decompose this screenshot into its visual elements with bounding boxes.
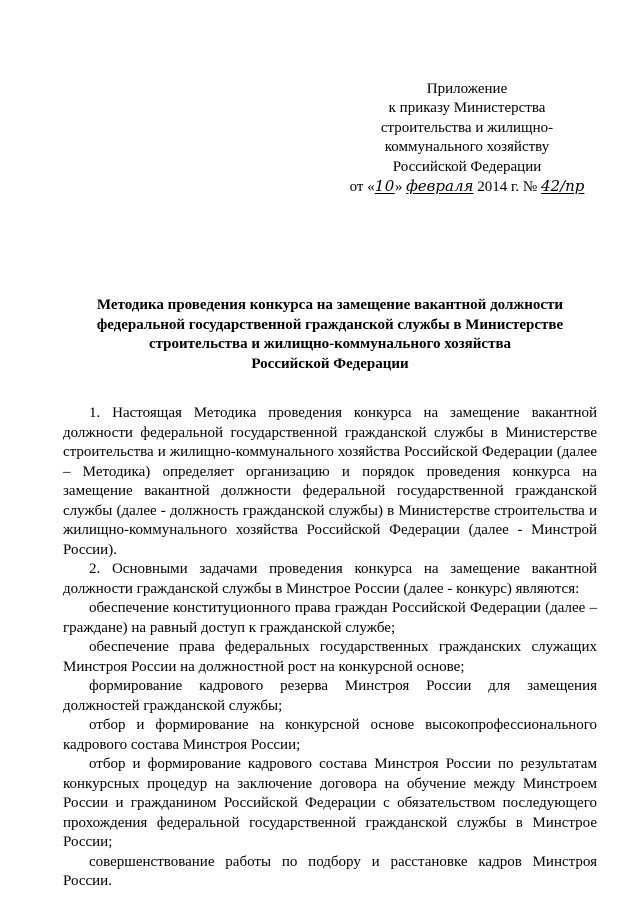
title-line: строительства и жилищно-коммунального хозяйства xyxy=(148,336,512,352)
appendix-line: к приказу Министерства xyxy=(388,100,546,117)
title-line: федеральной государственной гражданской службы в Министерстве xyxy=(96,316,564,333)
date-year: 2014 г. № xyxy=(473,179,541,196)
paragraph: обеспечение права федеральных государственных гражданских служащих Минстроя России на должностной рост на конкурсной основе; xyxy=(63,639,597,675)
appendix-line: коммунального хозяйству xyxy=(384,139,550,156)
paragraph: 2. Основными задачами проведения конкурса на замещение вакантной должности гражданской службы в Минстрое России (далее - конкурс) являются: xyxy=(63,561,597,597)
paragraph: отбор и формирование на конкурсной основе высокопрофессионального кадрового состава Минстроя России; xyxy=(63,717,597,753)
appendix-line: строительства и жилищно- xyxy=(380,119,554,136)
paragraph: совершенствование работы по подбору и расстановке кадров Минстроя России. xyxy=(63,853,597,889)
paragraph: обеспечение конституционного права граждан Российской Федерации (далее – граждане) на равный доступ к гражданской службе; xyxy=(63,600,597,636)
date-separator: » xyxy=(394,179,403,196)
document-title xyxy=(60,296,600,374)
date-prefix: от « xyxy=(349,179,375,196)
appendix-header xyxy=(330,80,604,197)
appendix-line: Приложение xyxy=(426,81,508,97)
handwritten-order-number: 42/пр xyxy=(540,177,585,196)
title-line: Российской Федерации xyxy=(251,355,409,372)
handwritten-month: февраля xyxy=(406,177,474,196)
title-line: Методика проведения конкурса на замещение вакантной должности xyxy=(96,297,564,313)
order-date-line xyxy=(330,177,604,197)
paragraph: формирование кадрового резерва Минстроя России для замещения должностей гражданской службы; xyxy=(63,678,597,714)
paragraph: 1. Настоящая Методика проведения конкурса на замещение вакантной должности федеральной государственной гражданской службы в Министерстве строительства и жилищно-коммунального хозяйства Российской Федерации (далее – Методика) определяет организацию и порядок проведения конкурса на замещение вакантной должности федеральной государственной гражданской службы (далее - должность гражданской службы) в Министерстве строительства и жилищно-коммунального хозяйства Российской Федерации (далее - Минстрой России). xyxy=(63,405,597,558)
paragraph: отбор и формирование кадрового состава Минстроя России по результатам конкурсных процедур на заключение договора на обучение между Минстроем России и гражданином Российской Федерации с обязательством последующего прохождения федеральной государственной гражданской службы в Минстрое России; xyxy=(63,756,597,850)
document-body xyxy=(63,404,597,892)
appendix-line: Российской Федерации xyxy=(392,158,542,175)
handwritten-day: 10 xyxy=(374,177,395,196)
